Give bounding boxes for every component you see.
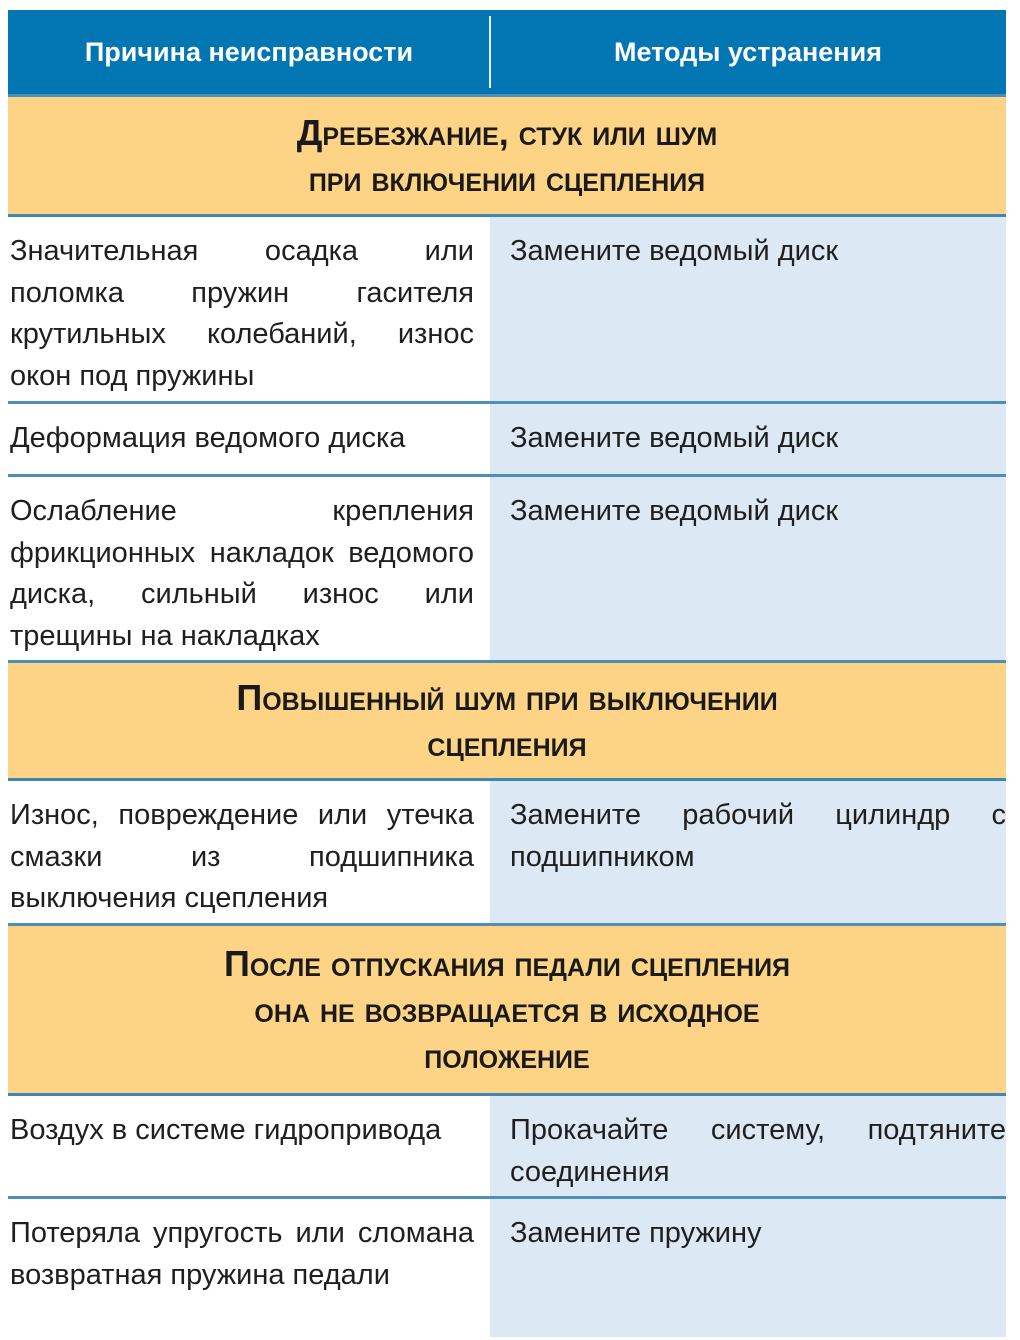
fix-cell: Замените ведомый диск — [490, 404, 1006, 474]
header-cause: Причина неисправности — [84, 36, 414, 67]
table-row — [8, 781, 1006, 926]
cause-cell: Воздух в системе гидропривода — [8, 1096, 490, 1196]
table-row — [8, 1199, 1006, 1337]
table-row — [8, 217, 1006, 404]
fix-cell: Прокачайте систему, подтяните соединения — [490, 1096, 1006, 1196]
table-row — [8, 404, 1006, 477]
section-title-line: После отпускания педали сцепления — [223, 942, 791, 984]
header-divider — [489, 16, 491, 88]
section-title — [8, 926, 1006, 1096]
fix-cell: Замените пружину — [490, 1199, 1006, 1337]
cause-cell: Потеряла упругость или сломана возвратная пружина педали — [8, 1199, 490, 1337]
section-title-line: при включении сцепления — [308, 157, 706, 199]
fix-cell: Замените ведомый диск — [490, 477, 1006, 660]
table-row — [8, 477, 1006, 663]
section-title — [8, 97, 1006, 217]
table-header — [8, 10, 1006, 97]
fix-cell: Замените рабочий цилиндр с подшипником — [490, 781, 1006, 923]
troubleshooting-table — [8, 10, 1006, 1337]
header-fix: Методы устранения — [614, 36, 882, 67]
section-title — [8, 663, 1006, 781]
fix-cell: Замените ведомый диск — [490, 217, 1006, 401]
section-title-line: положение — [424, 1034, 590, 1076]
section-title-line: Повышенный шум при выключении — [236, 676, 778, 718]
cause-cell: Износ, повреждение или утечка смазки из подшипника выключения сцепления — [8, 781, 490, 923]
cause-cell: Значительная осадка или поломка пружин гасителя крутильных колебаний, износ окон под пружины — [8, 217, 490, 401]
table-row — [8, 1096, 1006, 1199]
section-title-line: она не возвращается в исходное — [254, 988, 760, 1030]
section-title-line: Дребезжание, стук или шум — [296, 111, 718, 153]
cause-cell: Деформация ведомого диска — [8, 404, 490, 474]
section-title-line: сцепления — [427, 722, 587, 764]
cause-cell: Ослабление крепления фрикционных накладок ведомого диска, сильный износ или трещины на накладках — [8, 477, 490, 660]
